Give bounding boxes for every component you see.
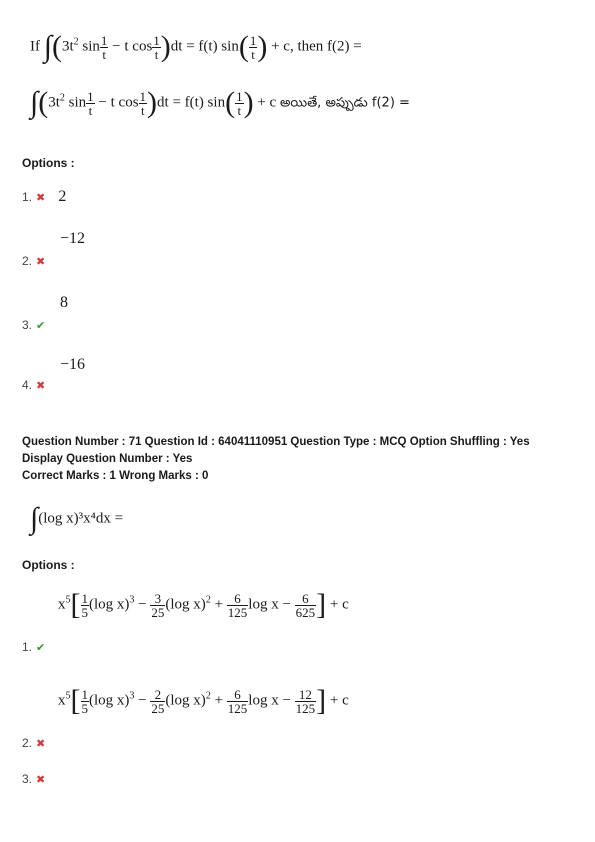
q71-question — [30, 502, 123, 536]
q71-meta — [22, 434, 587, 485]
option-value: 2 — [58, 188, 67, 205]
integral-sign: ∫ — [43, 30, 52, 63]
q70-option-1[interactable]: 1. ✖ 2 — [22, 188, 67, 205]
display-number-line: Display Question Number : Yes — [22, 453, 193, 465]
q70-english-statement: If $\int(3t^2$ sin $\frac{1}{t}$ − t cos $\frac{1}{t}$ )dt = f(t) sin( $\frac{1}{t}$ ) + c, then f(2) = — [30, 30, 362, 63]
q70-option-4[interactable]: 4. ✖ — [22, 378, 46, 392]
then-f2: , then f(2) = — [289, 38, 362, 55]
q71-option-2[interactable]: 2. ✖ — [22, 736, 46, 750]
integral-sign: ∫ — [30, 86, 39, 119]
cross-icon: ✖ — [36, 773, 46, 786]
integral-sign: ∫ — [30, 502, 39, 535]
cross-icon: ✖ — [36, 737, 46, 750]
q71-option-3[interactable]: 3. ✖ — [22, 772, 46, 786]
q70-option-2-value: −12 — [60, 230, 86, 247]
question-meta-line: Question Number : 71 Question Id : 64041110951 Question Type : MCQ Option Shuffling : Yes — [22, 436, 530, 448]
q70-option-2[interactable]: 2. ✖ — [22, 254, 46, 268]
if-word: If — [30, 38, 40, 55]
marks-line: Correct Marks : 1 Wrong Marks : 0 — [22, 470, 209, 482]
cross-icon: ✖ — [36, 379, 46, 392]
cross-icon: ✖ — [36, 255, 46, 268]
check-icon: ✔ — [36, 319, 46, 332]
q71-option-2-expression: $x^5$[ $\frac{1}{5}$ (log x)$^3$ − $\frac{2}{25}$ (log x)$^2$ + $\frac{6}{125}$ log x − $\frac{12}{125}$ ] + c — [58, 684, 349, 717]
q70-option-4-value: −16 — [60, 356, 86, 373]
q70-telugu-statement: $\int(3t^2$ sin $\frac{1}{t}$ − t cos $\frac{1}{t}$ )dt = f(t) sin( $\frac{1}{t}$ ) + c అయితే, అప్పుడు f(2) = — [30, 86, 410, 119]
q70-option-3-value: 8 — [60, 294, 68, 311]
question-text: (log x)³x⁴dx = — [38, 510, 124, 527]
q71-option-1[interactable]: 1. ✔ — [22, 640, 46, 654]
cross-icon: ✖ — [36, 191, 46, 204]
check-icon: ✔ — [36, 641, 46, 654]
q71-options-label: Options : — [22, 558, 75, 572]
telugu-then-f2: అయితే, అప్పుడు f(2) = — [279, 95, 410, 111]
q71-option-1-expression: $x^5$[ $\frac{1}{5}$ (log x)$^3$ − $\frac{3}{25}$ (log x)$^2$ + $\frac{6}{125}$ log x − $\frac{6}{625}$ ] + c — [58, 588, 349, 621]
q70-option-3[interactable]: 3. ✔ — [22, 318, 46, 332]
q70-options-label: Options : — [22, 156, 75, 170]
